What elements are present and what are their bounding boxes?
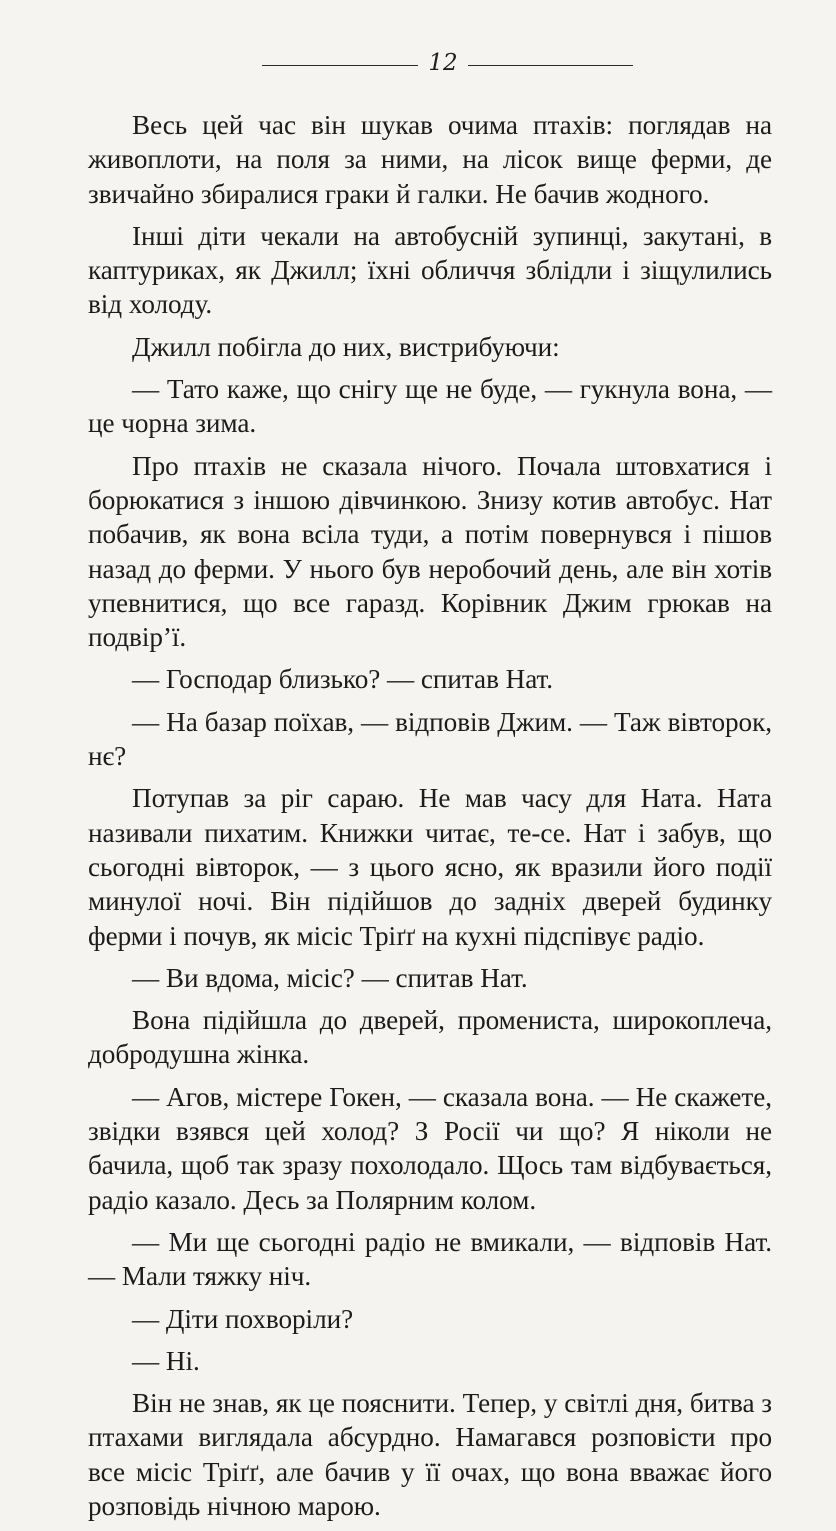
page-header [0, 48, 836, 82]
paragraph: Про птахів не сказала нічого. Почала штовхатися і борюкатися з іншою дівчинкою. Знизу котив автобус. Нат побачив, як вона всіла туди, а потім повернувся і пішов назад до ферми. У нього був неробочий день, але він хотів упевнитися, що все гаразд. Корівник Джим грюкав на подвір’ї. [88, 450, 772, 653]
paragraph: Вона підійшла до дверей, промениста, широкоплеча, добродушна жінка. [88, 1005, 772, 1070]
paragraph: Весь цей час він шукав очима птахів: поглядав на живоплоти, на поля за ними, на лісок вище ферми, де звичайно збиралися граки й галки. Не бачив жодного. [88, 110, 772, 209]
paragraph: Джилл побігла до них, вистрибуючи: [132, 331, 560, 362]
paragraph: — Ні. [132, 1345, 200, 1376]
paragraph: Потупав за ріг сараю. Не мав часу для Ната. Ната називали пихатим. Книжки читає, те-се. Нат і забув, що сьогодні вівторок, — з цього ясно, як вразили його події минулої ночі. Він підійшов до задніх дверей будинку ферми і почув, як місіс Тріґґ на кухні підспівує радіо. [88, 783, 772, 951]
paragraph: — Тато каже, що снігу ще не буде, — гукнула вона, — це чорна зима. [88, 374, 772, 439]
body-text [88, 108, 772, 1531]
paragraph: — Діти похворіли? [132, 1303, 354, 1334]
page-number: 12 [428, 50, 458, 76]
header-rule-right [468, 65, 633, 66]
header-rule-left [262, 65, 418, 66]
paragraph: — Господар близько? — спитав Нат. [132, 664, 554, 695]
paragraph: — Ви вдома, місіс? — спитав Нат. [132, 962, 528, 993]
paragraph: — Агов, містере Гокен, — сказала вона. — Не скажете, звідки взявся цей холод? З Росії чи що? Я ніколи не бачила, щоб так зразу похолодало. Щось там відбувається, радіо казало. Десь за Полярним колом. [88, 1081, 772, 1215]
paragraph: Він не знав, як це пояснити. Тепер, у світлі дня, битва з птахами виглядала абсурдно. Намагався розповісти про все місіс Тріґґ, але бачив у її очах, що вона вважає його розповідь нічною марою. [88, 1388, 772, 1521]
paragraph: — Ми ще сьогодні радіо не вмикали, — відповів Нат. — Мали тяжку ніч. [88, 1226, 772, 1292]
paragraph: Інші діти чекали на автобусній зупинці, закутані, в каптуриках, як Джилл; їхні обличчя зблідли і зіщулились від холоду. [88, 220, 772, 320]
paragraph: — На базар поїхав, — відповів Джим. — Таж вівторок, нє? [88, 706, 772, 772]
